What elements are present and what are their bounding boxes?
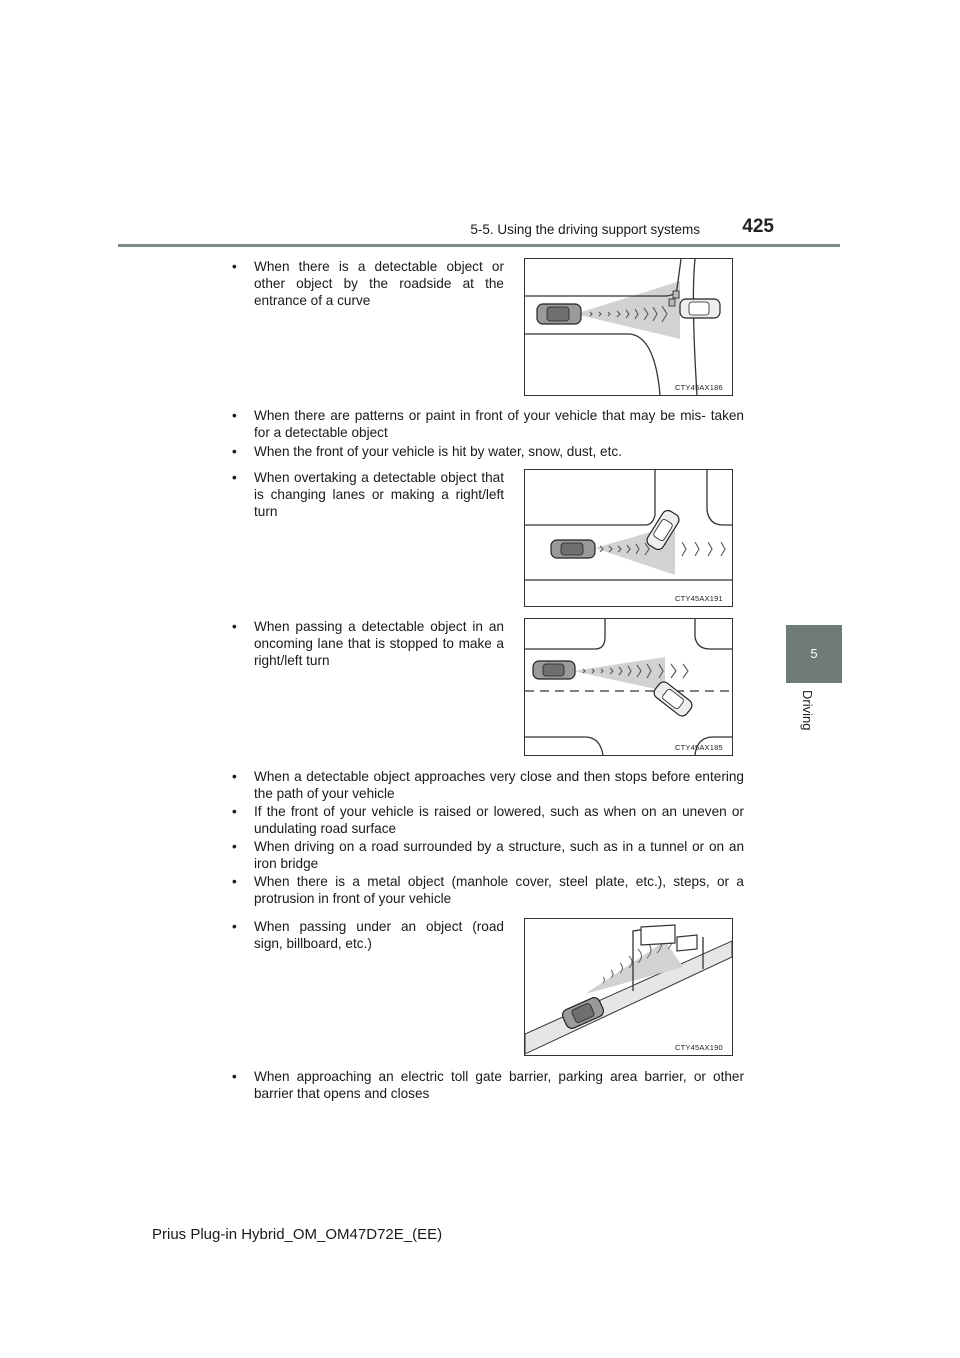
oncoming-car-icon — [652, 680, 695, 719]
bullet-text: When driving on a road surrounded by a structure, such as in a tunnel or on an iron bridge — [254, 839, 744, 871]
figure-code: CTY45AX190 — [675, 1043, 723, 1052]
figure-curve-roadside-object — [524, 258, 733, 396]
bullet-text: When overtaking a detectable object that is changing lanes or making a right/left turn — [254, 470, 504, 519]
road-edge-top-left — [525, 470, 655, 525]
figure-code: CTY45AX185 — [675, 743, 723, 752]
page-number: 425 — [742, 216, 774, 237]
bullet-dot: • — [232, 769, 237, 784]
bullet-text: When there are patterns or paint in front of your vehicle that may be mis- taken for a detectable object — [254, 408, 744, 440]
bullet-dot: • — [232, 919, 237, 934]
bullet-dot: • — [232, 1069, 237, 1084]
road-surface — [525, 941, 732, 1054]
bullet-item — [232, 838, 744, 872]
bullet-dot: • — [232, 408, 237, 423]
chapter-tab: 5 — [786, 625, 842, 683]
bullet-item — [232, 768, 744, 802]
bullet-text: When there is a metal object (manhole cover, steel plate, etc.), steps, or a protrusion in front of your vehicle — [254, 874, 744, 906]
figure-code: CTY45AX186 — [675, 383, 723, 392]
bullet-item — [232, 618, 504, 669]
bullet-text: When there is a detectable object or other object by the roadside at the entrance of a curve — [254, 259, 504, 308]
chapter-label: Driving — [800, 690, 815, 731]
curve-illustration — [525, 259, 732, 395]
bullet-dot: • — [232, 804, 237, 819]
bullet-item — [232, 407, 744, 441]
bullet-item — [232, 918, 504, 952]
road-edge-top-right — [695, 619, 732, 649]
road-edge-curve — [525, 334, 660, 395]
bullet-dot: • — [232, 470, 237, 485]
figure-code: CTY45AX191 — [675, 594, 723, 603]
road-edge-bottom-left — [525, 737, 603, 755]
radar-beam — [573, 657, 665, 691]
chapter-label-container — [760, 680, 870, 760]
own-car-icon — [533, 661, 575, 679]
bullet-text: When the front of your vehicle is hit by water, snow, dust, etc. — [254, 444, 622, 459]
overtaking-illustration — [525, 470, 732, 606]
bullet-text: If the front of your vehicle is raised or lowered, such as when on an uneven or undulating road surface — [254, 804, 744, 836]
section-title: 5-5. Using the driving support systems — [470, 222, 700, 237]
bullet-dot: • — [232, 444, 237, 459]
road-edge-top-left — [525, 619, 605, 649]
figure-overtaking-turning-object — [524, 469, 733, 607]
bullet-text: When passing under an object (road sign, billboard, etc.) — [254, 919, 504, 951]
road-edge-right — [693, 259, 697, 395]
bullet-item — [232, 1068, 744, 1102]
bullet-text: When approaching an electric toll gate barrier, parking area barrier, or other barrier that opens and closes — [254, 1069, 744, 1101]
bullet-item — [232, 803, 744, 837]
own-car-icon — [537, 304, 581, 324]
figure-oncoming-turning-object — [524, 618, 733, 756]
bullet-dot: • — [232, 619, 237, 634]
bullet-item — [232, 873, 744, 907]
bullet-item — [232, 443, 744, 460]
bullet-item — [232, 258, 504, 309]
other-car-icon — [680, 299, 720, 318]
figure-passing-under-sign — [524, 918, 733, 1056]
road-edge-top-right — [707, 470, 732, 525]
oncoming-illustration — [525, 619, 732, 755]
bullet-dot: • — [232, 259, 237, 274]
bullet-dot: • — [232, 874, 237, 889]
header-rule — [118, 244, 840, 247]
bullet-dot: • — [232, 839, 237, 854]
document-id: Prius Plug-in Hybrid_OM_OM47D72E_(EE) — [152, 1226, 443, 1243]
turning-car-icon — [645, 508, 681, 551]
bullet-item — [232, 469, 504, 520]
bullet-text: When passing a detectable object in an oncoming lane that is stopped to make a right/left turn — [254, 619, 504, 668]
overhead-sign-illustration — [525, 919, 732, 1055]
bullet-text: When a detectable object approaches very close and then stops before entering the path of your vehicle — [254, 769, 744, 801]
own-car-icon — [551, 540, 595, 558]
